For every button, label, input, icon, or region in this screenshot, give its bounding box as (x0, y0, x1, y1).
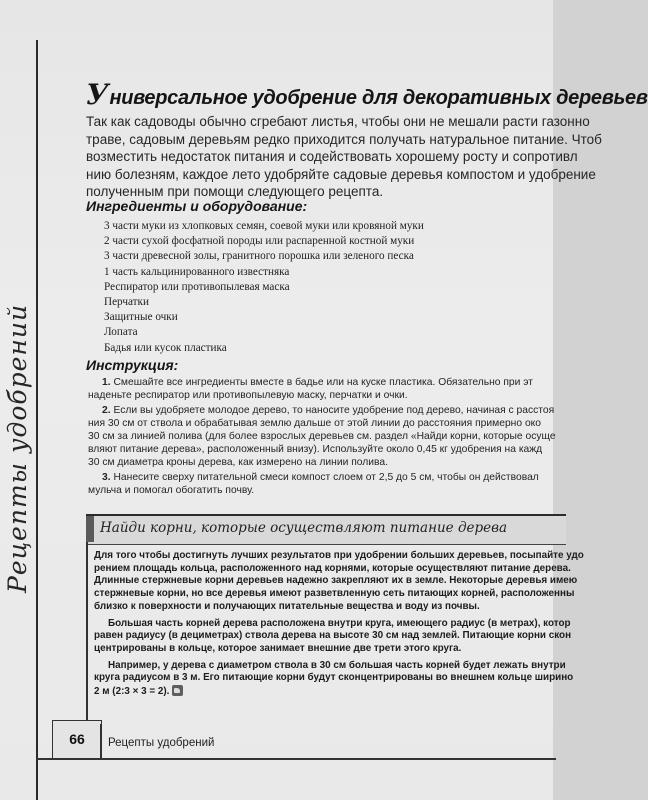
left-margin-rule (36, 40, 38, 800)
page-number-box (52, 720, 102, 760)
intro-paragraph (86, 113, 602, 201)
ingredient-item: Лопата (104, 326, 138, 339)
sidebar-box (86, 514, 584, 732)
title-drop-cap: У (86, 78, 109, 111)
step-line: Смешайте все ингредиенты вместе в бадье или на куске пластика. Обязательно при эт (113, 377, 534, 388)
page-number: 66 (69, 731, 85, 747)
instruction-step-2 (88, 404, 558, 469)
ingredient-item: 3 части древесной золы, гранитного порошка или зеленого песка (104, 250, 414, 263)
intro-line: возместить недостаток питания и содействовать хорошему росту и сопротивл (86, 149, 578, 165)
ingredient-item: Перчатки (104, 296, 149, 309)
intro-line: нию болезням, каждое лето удобряйте садовые деревья компостом и удобрение (86, 166, 596, 182)
title-text: ниверсальное удобрение для декоративных деревьев (109, 87, 648, 109)
instruction-step-3 (88, 471, 558, 497)
ingredient-item: Бадья или кусок пластика (104, 341, 227, 354)
step-line: наденьте респиратор или противопылевую маску, перчатки и очки. (88, 390, 408, 401)
footer-rule (36, 758, 556, 760)
step-line: мульча и помогал обогатить почву. (88, 485, 255, 496)
ingredient-item: 3 части муки из хлопковых семян, соевой муки или кровяной муки (104, 220, 424, 232)
box-line: равен радиусу (в дециметрах) ствола дерева на высоте 30 см над землей. Питающие корни скон (94, 630, 572, 642)
step-line: Если вы удобряете молодое дерево, то наносите удобрение под дерево, начиная с расстоя (113, 405, 555, 416)
step-number: 1. (102, 377, 111, 388)
ingredients-heading: Ингредиенты и оборудование: (86, 198, 308, 214)
sidebar-box-rule (86, 542, 88, 732)
box-line: близко к поверхности и получающих питательные вещества и воду из почвы. (94, 600, 480, 612)
step-number: 2. (102, 405, 111, 416)
step-line: 30 см диаметра кроны дерева, как измерено на линии полива. (88, 457, 388, 468)
box-line: рением площадь кольца, расположенного над корнями, которые осуществляют питание дерева. (94, 562, 571, 574)
end-of-section-icon (172, 685, 183, 696)
footer-section-title: Рецепты удобрений (108, 737, 215, 749)
box-line: Например, у дерева с диаметром ствола в 30 см большая часть корней будет лежать внутри (108, 659, 566, 671)
box-line-last (94, 685, 564, 699)
ingredient-item: Защитные очки (104, 311, 178, 324)
sidebar-box-body (94, 550, 584, 699)
intro-line: Так как садоводы обычно сгребают листья, чтобы они не мешали расти газонно (86, 114, 590, 129)
box-line: Большая часть корней дерева расположена внутри круга, имеющего радиус (в метрах), котор (108, 617, 571, 629)
step-line: 30 см за линией полива (для более взрослых деревьев см. раздел «Найди корни, которые осуще (88, 431, 556, 442)
ingredient-item: Респиратор или противопылевая маска (104, 280, 290, 293)
header-marker (86, 516, 94, 542)
instruction-step-1 (88, 376, 558, 402)
ingredient-item: 1 часть кальцинированного известняка (104, 265, 290, 278)
sidebar-box-header (86, 514, 566, 545)
box-line: Для того чтобы достигнуть лучших результатов при удобрении больших деревьев, посыпайте удо (94, 550, 584, 561)
footer-divider (100, 724, 102, 758)
instruction-steps (88, 376, 558, 499)
sidebar-box-title: Найди корни, которые осуществляют питание дерева (100, 520, 508, 536)
side-running-title-text: Рецепты удобрений (3, 303, 32, 593)
box-line: Длинные стержневые корни деревьев надежно закрепляют их в земле. Некоторые деревья имею (94, 575, 578, 587)
step-line: Нанесите сверху питательной смеси компост слоем от 2,5 до 5 см, чтобы он действовал (113, 472, 539, 483)
instructions-heading: Инструкция: (86, 357, 179, 373)
ingredient-item: 2 части сухой фосфатной породы или распаренной костной муки (104, 235, 415, 248)
intro-line: траве, садовым деревьям редко приходится получать натуральное питание. Чтоб (86, 131, 602, 147)
box-line: центрированы в кольце, которое занимает внешние две трети этого круга. (94, 642, 462, 654)
side-running-title (0, 205, 36, 595)
article-title (86, 78, 648, 111)
step-line: ния 30 см от ствола и обрабатывая землю дальше от этой линии до расстояния примерно око (88, 418, 542, 429)
box-line: 2 м (2:3 × 3 = 2). (94, 686, 170, 698)
box-line: круга радиусом в 3 м. Его питающие корни будут сконцентрированы во внешнем кольце ширино (94, 672, 574, 684)
step-line: вляют питание дерева», расположенный внизу). Используйте около 0,45 кг удобрения на кажд (88, 444, 543, 455)
box-line: стержневые корни, но все деревья имеют разветвленную сеть питающих корней, расположенны (94, 588, 575, 600)
intro-line: полученным при помощи следующего рецепта. (86, 184, 384, 200)
step-number: 3. (102, 472, 111, 483)
ingredients-list (104, 219, 484, 356)
